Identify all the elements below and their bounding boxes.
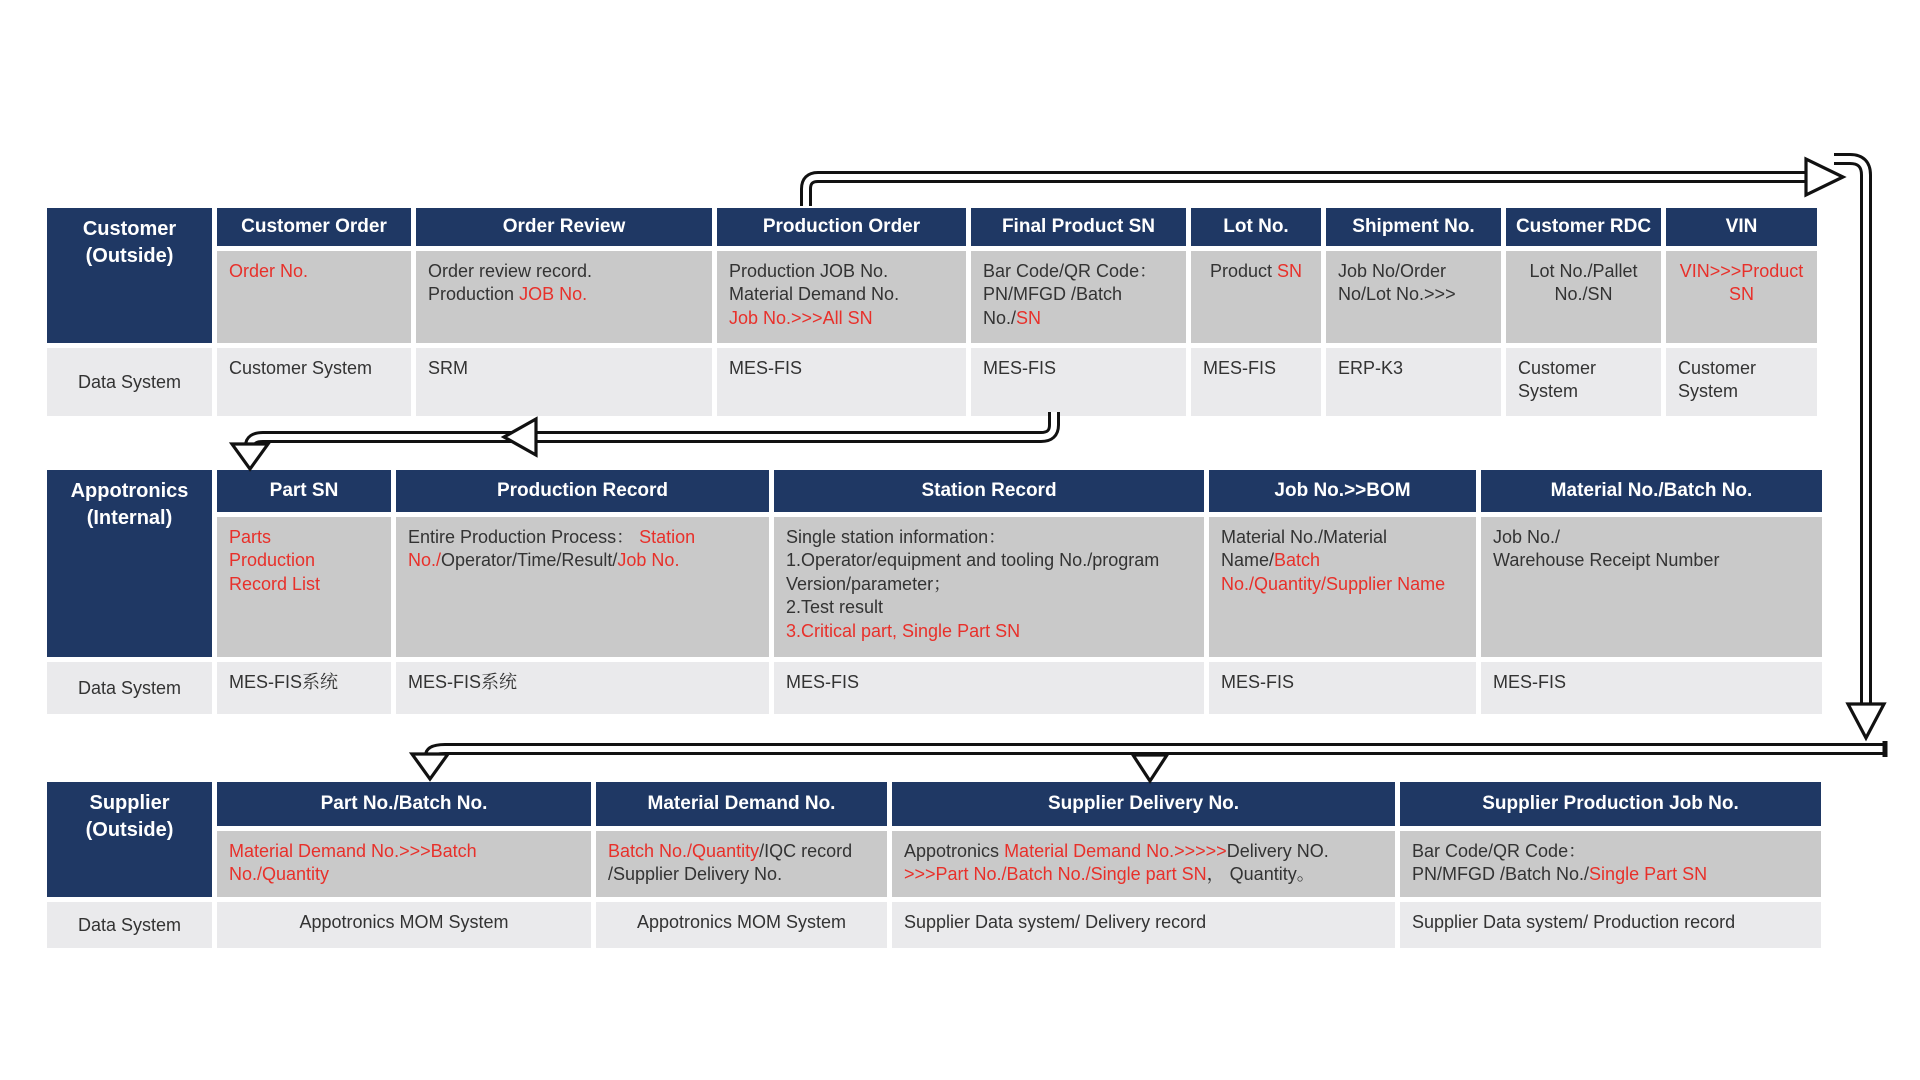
data-system-cell: Customer System bbox=[1506, 348, 1661, 416]
record-content-cell bbox=[1209, 517, 1476, 657]
cell-text: Lot No./Pallet No./SN bbox=[1529, 261, 1638, 305]
arrowhead-down-icon bbox=[412, 754, 448, 779]
record-content-cell bbox=[1326, 251, 1501, 343]
cell-text: Appotronics bbox=[70, 480, 189, 502]
traced-key-text: Job No. bbox=[617, 550, 680, 571]
data-system-row-label: Data System bbox=[47, 348, 212, 416]
appotronics-band bbox=[47, 470, 1822, 714]
data-system-cell: MES-FIS系统 bbox=[217, 662, 391, 714]
record-content-cell bbox=[1481, 517, 1822, 657]
customer-band bbox=[47, 208, 1817, 416]
record-content-cell bbox=[416, 251, 712, 343]
band-label-customer bbox=[47, 208, 212, 343]
column-header-cell: Shipment No. bbox=[1326, 208, 1501, 246]
cell-text: Operator/Time/Result/ bbox=[441, 550, 618, 571]
data-system-row-label: Data System bbox=[47, 662, 212, 714]
data-system-cell: Customer System bbox=[217, 348, 411, 416]
traced-key-text: Parts bbox=[229, 527, 272, 547]
cell-text: 1.Operator/equipment and tooling No./program Version/parameter； bbox=[786, 550, 1160, 594]
supplier-band bbox=[47, 782, 1821, 948]
data-system-cell: MES-FIS bbox=[971, 348, 1186, 416]
record-content-cell bbox=[1400, 831, 1821, 897]
record-content-cell bbox=[717, 251, 966, 343]
flow-arrow-right-edge-down bbox=[1834, 159, 1866, 703]
cell-text: ， Quantity。 bbox=[1206, 864, 1315, 885]
cell-text: (Internal) bbox=[86, 507, 173, 529]
data-system-cell: MES-FIS bbox=[1209, 662, 1476, 714]
data-system-cell: SRM bbox=[416, 348, 712, 416]
column-header-cell: Lot No. bbox=[1191, 208, 1321, 246]
traced-key-text: Order No. bbox=[229, 261, 309, 281]
cell-text: Delivery NO. bbox=[1226, 841, 1329, 861]
data-system-cell: MES-FIS bbox=[774, 662, 1204, 714]
record-content-cell bbox=[217, 251, 411, 343]
cell-text: PN/MFGD /Batch No./ bbox=[983, 284, 1123, 328]
traced-key-text: Single Part SN bbox=[1589, 864, 1708, 885]
traced-key-text: >>>Part No./Batch No./Single part SN bbox=[904, 864, 1207, 885]
record-content-cell bbox=[217, 831, 591, 897]
data-system-cell: MES-FIS bbox=[1191, 348, 1321, 416]
column-header-cell: Customer Order bbox=[217, 208, 411, 246]
band-label-supplier bbox=[47, 782, 212, 897]
traced-key-text: Record List bbox=[229, 573, 321, 594]
cell-text: Material No./Material Name/ bbox=[1221, 527, 1388, 571]
traced-key-text: Batch No./Quantity bbox=[608, 841, 760, 861]
column-header-cell: Part SN bbox=[217, 470, 391, 512]
cell-text: 2.Test result bbox=[786, 597, 884, 618]
data-system-cell: Supplier Data system/ Production record bbox=[1400, 902, 1821, 948]
traced-key-text: Material Demand No.>>>Batch No./Quantity bbox=[229, 841, 477, 885]
cell-text: Job No./ bbox=[1493, 527, 1561, 547]
cell-text: Order review record. bbox=[428, 261, 593, 281]
cell-text: (Outside) bbox=[85, 819, 174, 841]
column-header-cell: Job No.>>BOM bbox=[1209, 470, 1476, 512]
arrowhead-right-icon bbox=[1806, 159, 1843, 195]
column-header-cell: VIN bbox=[1666, 208, 1817, 246]
cell-text: Production bbox=[428, 284, 520, 305]
record-content-cell bbox=[396, 517, 769, 657]
column-header-cell: Final Product SN bbox=[971, 208, 1186, 246]
cell-text: Material Demand No. bbox=[729, 284, 900, 305]
column-header-cell: Order Review bbox=[416, 208, 712, 246]
column-header-cell: Production Record bbox=[396, 470, 769, 512]
traced-key-text: Job No.>>>All SN bbox=[729, 307, 873, 328]
flow-arrow-final-product-to-part-sn bbox=[250, 412, 1054, 446]
column-header-cell: Part No./Batch No. bbox=[217, 782, 591, 826]
record-content-cell bbox=[217, 517, 391, 657]
arrowhead-down-icon bbox=[232, 444, 268, 469]
cell-text: Product bbox=[1209, 261, 1278, 281]
traced-key-text: JOB No. bbox=[519, 284, 588, 305]
traced-key-text: VIN>>>Product SN bbox=[1679, 261, 1804, 305]
flow-arrow-production-order-to-right bbox=[806, 177, 1806, 206]
arrowhead-down-icon bbox=[1133, 755, 1167, 781]
traced-key-text: 3.Critical part, Single Part SN bbox=[786, 620, 1021, 641]
data-system-cell: ERP-K3 bbox=[1326, 348, 1501, 416]
cell-text: Supplier bbox=[89, 792, 170, 814]
record-content-cell bbox=[596, 831, 887, 897]
flow-arrow-to-supplier-row bbox=[430, 741, 1886, 757]
data-system-row-label: Data System bbox=[47, 902, 212, 948]
cell-text: Entire Production Process： bbox=[408, 527, 640, 547]
column-header-cell: Supplier Production Job No. bbox=[1400, 782, 1821, 826]
cell-text: PN/MFGD /Batch No./ bbox=[1412, 864, 1590, 885]
cell-text: Bar Code/QR Code： bbox=[983, 261, 1158, 281]
column-header-cell: Supplier Delivery No. bbox=[892, 782, 1395, 826]
data-system-cell: MES-FIS系统 bbox=[396, 662, 769, 714]
record-content-cell bbox=[1666, 251, 1817, 343]
record-content-cell bbox=[892, 831, 1395, 897]
traced-key-text: Batch No./Quantity/Supplier Name bbox=[1221, 550, 1446, 594]
data-system-cell: MES-FIS bbox=[1481, 662, 1822, 714]
record-content-cell bbox=[971, 251, 1186, 343]
cell-text: (Outside) bbox=[85, 245, 174, 267]
traced-key-text: SN bbox=[1016, 307, 1042, 328]
record-content-cell bbox=[774, 517, 1204, 657]
cell-text: Production JOB No. bbox=[729, 261, 889, 281]
data-system-cell: Customer System bbox=[1666, 348, 1817, 416]
traced-key-text: Station No./ bbox=[408, 527, 696, 571]
data-system-cell: Appotronics MOM System bbox=[596, 902, 887, 948]
column-header-cell: Customer RDC bbox=[1506, 208, 1661, 246]
column-header-cell: Station Record bbox=[774, 470, 1204, 512]
data-system-cell: MES-FIS bbox=[717, 348, 966, 416]
traced-key-text: Material Demand No.>>>>> bbox=[1004, 841, 1227, 861]
column-header-cell: Material Demand No. bbox=[596, 782, 887, 826]
traced-key-text: SN bbox=[1277, 261, 1303, 281]
data-system-cell: Appotronics MOM System bbox=[217, 902, 591, 948]
cell-text: Bar Code/QR Code： bbox=[1412, 841, 1587, 861]
cell-text: Customer bbox=[82, 218, 177, 240]
cell-text: /IQC record /Supplier Delivery No. bbox=[608, 841, 853, 885]
band-label-appotronics bbox=[47, 470, 212, 657]
cell-text: Appotronics bbox=[904, 841, 1005, 861]
column-header-cell: Production Order bbox=[717, 208, 966, 246]
cell-text: Single station information： bbox=[786, 527, 1007, 547]
arrowhead-down-icon bbox=[1848, 704, 1884, 738]
column-header-cell: Material No./Batch No. bbox=[1481, 470, 1822, 512]
record-content-cell bbox=[1506, 251, 1661, 343]
cell-text: Job No/Order No/Lot No.>>> bbox=[1338, 261, 1456, 305]
traced-key-text: Production bbox=[229, 550, 316, 571]
data-system-cell: Supplier Data system/ Delivery record bbox=[892, 902, 1395, 948]
cell-text: Warehouse Receipt Number bbox=[1493, 550, 1720, 571]
record-content-cell bbox=[1191, 251, 1321, 343]
arrowhead-left-icon bbox=[504, 419, 536, 455]
